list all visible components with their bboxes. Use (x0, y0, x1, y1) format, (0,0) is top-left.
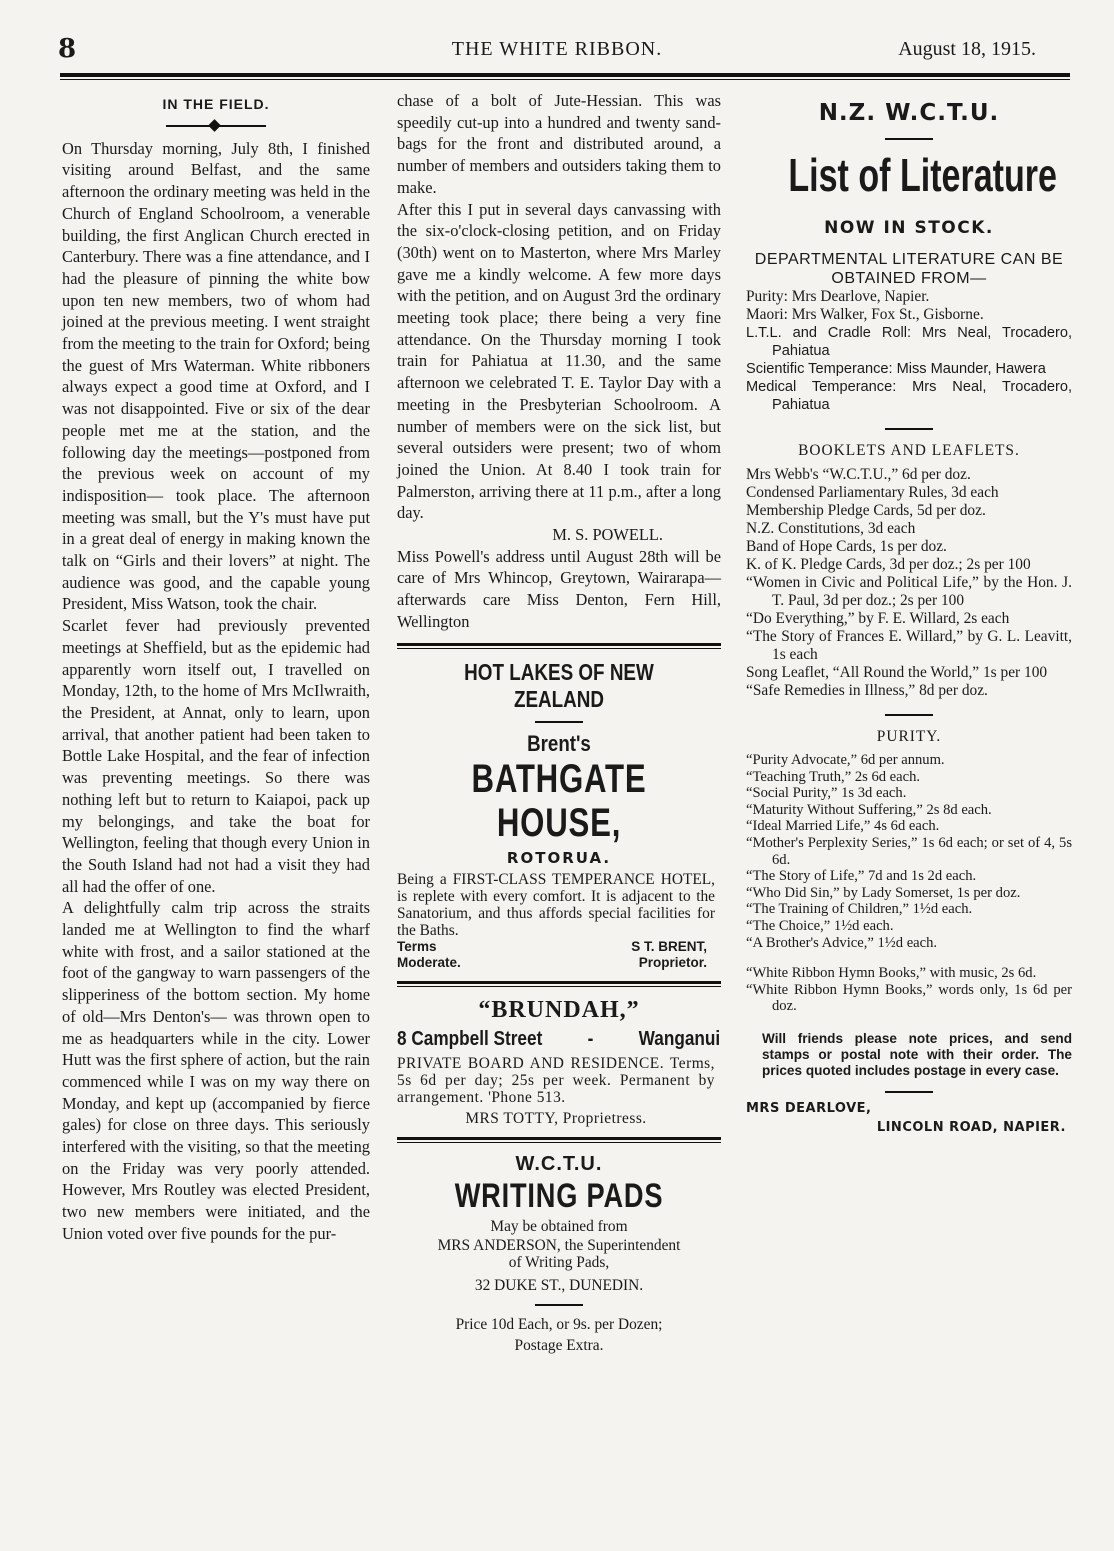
brundah-description: PRIVATE BOARD AND RESIDENCE. Terms, 5s 6d per day; 25s per week. Permanent by arrangement. 'Phone 513. (397, 1054, 715, 1106)
list-item: “White Ribbon Hymn Books,” with music, 2s 6d. (746, 965, 1037, 982)
list-item: Medical Temperance: Mrs Neal, Trocadero, Pahiatua (746, 379, 1072, 413)
hotel-description: Being a FIRST-CLASS TEMPERANCE HOTEL, is replete with every comfort. It is adjacent to the Sanatorium, and thus affords special facilities for the Baths. (397, 870, 715, 939)
writing-pads-advert (397, 1153, 721, 1356)
issue-date: August 18, 1915. (898, 38, 1036, 60)
brundah-street: 8 Campbell Street (397, 1027, 543, 1050)
pads-title: WRITING PADS (454, 1176, 664, 1215)
pads-address: 32 DUKE ST., DUNEDIN. (474, 1276, 644, 1294)
list-item: “A Brother's Advice,” 1½d each. (746, 934, 938, 951)
contact-address: LINCOLN ROAD, NAPIER. (876, 1119, 1066, 1135)
list-item: “White Ribbon Hymn Books,” words only, 1s 6d per doz. (746, 981, 1072, 1015)
list-item: “Maturity Without Suffering,” 2s 8d each. (746, 801, 992, 818)
list-item: “Who Did Sin,” by Lady Somerset, 1s per doz. (746, 884, 1021, 901)
list-item: “Teaching Truth,” 2s 6d each. (746, 768, 921, 785)
short-rule (885, 714, 933, 716)
page-header (0, 0, 1114, 80)
pads-org: W.C.T.U. (515, 1152, 603, 1175)
hotel-name: BATHGATE HOUSE, (471, 756, 647, 845)
brundah-separator: - (587, 1027, 594, 1050)
hotel-terms-row (397, 955, 721, 971)
short-rule (885, 1091, 933, 1093)
list-item: “Ideal Married Life,” 4s 6d each. (746, 818, 940, 835)
purity-list (746, 752, 1072, 951)
list-item: “The Choice,” 1½d each. (746, 917, 894, 934)
list-item: Mrs Webb's “W.C.T.U.,” 6d per doz. (746, 466, 971, 483)
section-divider (397, 643, 721, 649)
departmental-heading: DEPARTMENTAL LITERATURE CAN BE OBTAINED FROM— (754, 251, 1064, 287)
list-item: Song Leaflet, “All Round the World,” 1s per 100 (746, 664, 1048, 681)
address-note: Miss Powell's address until August 28th will be care of Mrs Whincop, Greytown, Wairarapa—afterwards care Miss Denton, Fern Hill, Wellington (397, 546, 721, 631)
ordering-notice: Will friends please note prices, and send stamps or postal note with their order. The prices quoted includes postage in every case. (762, 1030, 1072, 1078)
brundah-advert (397, 997, 721, 1127)
proprietor-title: Proprietor. (638, 954, 707, 970)
list-item: “The Story of Life,” 7d and 1s 2d each. (746, 868, 977, 885)
brundah-proprietress: MRS TOTTY, Proprietress. (465, 1109, 647, 1127)
literature-title: List of Literature (788, 149, 1057, 201)
list-item: L.T.L. and Cradle Roll: Mrs Neal, Trocadero, Pahiatua (746, 325, 1072, 359)
pads-superintendent: MRS ANDERSON, the Superintendent of Writing Pads, (437, 1236, 681, 1271)
terms-label: Terms (397, 938, 437, 954)
article-column-1 (62, 90, 370, 1245)
pads-postage: Postage Extra. (514, 1336, 604, 1354)
list-item: Scientific Temperance: Miss Maunder, Hawera (746, 361, 1046, 377)
hymn-list (746, 965, 1072, 1015)
article-paragraph: Scarlet fever had previously prevented meetings at Sheffield, but as the epidemic had apparently worn itself out, I travelled on Monday, 12th, to the home of Mrs McIlwraith, the President, at Annat, only to learn, upon arrival, that another patient had been taken to Bottle Lake Hospital, and the fear of infection was preventing meetings. So there was nothing left but to return to Kaiapoi, pack up my belongings, and take the boat for Wellington, feeling that though every Union in the South Island had not had a visit they had all had the offer of one. (62, 616, 370, 896)
list-item: “The Story of Frances E. Willard,” by G. L. Leavitt, 1s each (746, 628, 1072, 663)
section-divider (397, 1137, 721, 1143)
section-divider (397, 981, 721, 987)
list-item: “The Training of Children,” 1½d each. (746, 901, 973, 918)
hotel-terms-row (397, 939, 721, 955)
list-item: “Purity Advocate,” 6d per annum. (746, 752, 945, 768)
purity-heading: PURITY. (876, 728, 942, 745)
article-continuation (397, 90, 721, 633)
list-item: Maori: Mrs Walker, Fox St., Gisborne. (746, 306, 984, 323)
list-item: Condensed Parliamentary Rules, 3d each (746, 484, 999, 501)
in-stock-heading: NOW IN STOCK. (824, 218, 994, 238)
hotel-location: ROTORUA. (506, 848, 612, 867)
list-item: Band of Hope Cards, 1s per doz. (746, 538, 947, 555)
list-item: “Mother's Perplexity Series,” 1s 6d each; or set of 4, 5s 6d. (746, 834, 1072, 868)
list-item: Purity: Mrs Dearlove, Napier. (746, 288, 930, 305)
pads-line: May be obtained from (490, 1217, 628, 1235)
brundah-address (397, 1028, 720, 1051)
publication-title: THE WHITE RIBBON. (451, 38, 663, 60)
article-paragraph: On Thursday morning, July 8th, I finished visiting around Belfast, and the same afternoon the ordinary meeting was held in the Church of England Schoolroom, a venerable building, the first Anglican Church erected in Canterbury. There was a fine attendance, and I had the pleasure of pinning the white bow upon ten new members, two of whom had joined at the previous meeting. I went straight from the meeting to the train for Oxford; being the guest of Mrs Waterman. White ribboners always expect a good time at Oxford, and I was not disappointed. Five or six of the dear people met me at the station, and the following day the meetings—postponed from the previous week on account of my indisposition— took place. The afternoon meeting was small, but the Y's must have put in a great deal of energy in making known the talk on “Girls and their lovers” at night. The audience was good, and the capable young President, Miss Watson, took the chair. (62, 138, 370, 614)
hotel-advert (397, 659, 721, 971)
booklets-heading: BOOKLETS AND LEAFLETS. (798, 442, 1020, 459)
short-rule (885, 428, 933, 430)
header-rule-thin (60, 79, 1070, 80)
list-item: “Safe Remedies in Illness,” 8d per doz. (746, 682, 988, 699)
department-list (746, 288, 1072, 414)
literature-org: N.Z. W.C.T.U. (818, 100, 1000, 126)
article-heading: IN THE FIELD. (162, 96, 270, 112)
brundah-name: “BRUNDAH,” (478, 996, 640, 1023)
contact-name: MRS DEARLOVE, (746, 1100, 872, 1116)
list-item: “Women in Civic and Political Life,” by the Hon. J. T. Paul, 3d per doz.; 2s per 100 (746, 574, 1072, 609)
booklets-list (746, 466, 1072, 700)
list-item: “Social Purity,” 1s 3d each. (746, 785, 907, 802)
header-rule (60, 73, 1070, 77)
page-number: 8 (58, 34, 77, 64)
literature-column (746, 90, 1072, 1135)
list-item: N.Z. Constitutions, 3d each (746, 520, 916, 537)
list-item: “Do Everything,” by F. E. Willard, 2s each (746, 610, 1010, 627)
ornament-rule (166, 120, 266, 132)
pads-price: Price 10d Each, or 9s. per Dozen; (455, 1315, 663, 1333)
hotel-ad-title: HOT LAKES OF NEW ZEALAND (464, 658, 654, 712)
article-paragraph: After this I put in several days canvassing with the six-o'clock-closing petition, and on Friday (30th) went on to Masterton, where Mrs Marley gave me a kindly welcome. A few more days with the petition, and on August 3rd the ordinary meeting took place; there being a very fine attendance. On the Thursday morning I took train for Pahiatua at 11.30, and the same afternoon we celebrated T. E. Taylor Day with a meeting in the Presbyterian Schoolroom. A number of members were on the sick list, but several outsiders were present; two of whom joined the Union. At 8.40 I took train for Palmerston, arriving there at 11 p.m., after a long day. (397, 199, 721, 523)
brundah-town: Wanganui (638, 1027, 721, 1050)
article-paragraph: chase of a bolt of Jute-Hessian. This was speedily cut-up into a hundred and twenty sand-bags for the front and distributed around, a number of members and outsiders taking them to make. (397, 91, 721, 197)
short-rule (535, 1304, 583, 1306)
short-rule (535, 721, 583, 723)
terms-value: Moderate. (397, 954, 461, 970)
hotel-owner-name: Brent's (527, 730, 591, 756)
short-rule (885, 138, 933, 140)
proprietor-name: S T. BRENT, (631, 938, 707, 954)
list-item: Membership Pledge Cards, 5d per doz. (746, 502, 986, 519)
list-item: K. of K. Pledge Cards, 3d per doz.; 2s per 100 (746, 556, 1031, 573)
middle-column (397, 90, 721, 1356)
article-signature: M. S. POWELL. (552, 525, 663, 545)
article-paragraph: A delightfully calm trip across the straits landed me at Wellington to find the wharf white with frost, and a sailor stationed at the foot of the gangway to warn passengers of the slipperiness of the bottom section. My home of old—Mrs Denton's— was thrown open to me as headquarters while in the city. Lower Hutt was the first sphere of action, but the rain commenced while I was on my way there on Monday, and kept up (accompanied by fierce gales) for close on three days. This seriously interfered with the visiting, so that the meeting on the Friday was very poorly attended. However, Mrs Routley was elected President, two new members were initiated, and the Union voted over five pounds for the pur- (62, 898, 370, 1243)
